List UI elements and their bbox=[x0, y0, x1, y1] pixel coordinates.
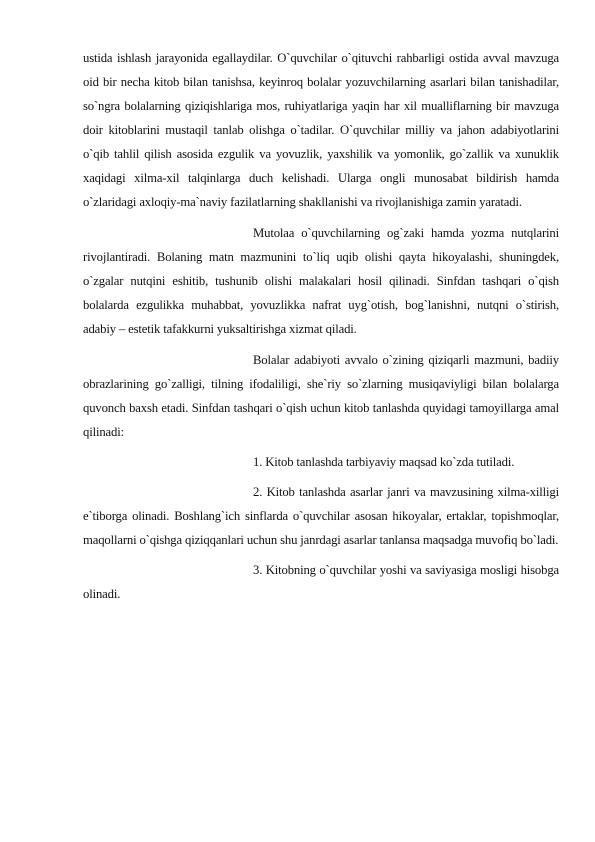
list-item-2: 2. Kitob tanlashda asarlar janri va mavzusining xilma-xilligi e`tiborga olinadi. Boshlang`ich sinflarda o`quvchilar asosan hikoyalar, ertaklar, topishmoqlar, maqollarni o`qishga qiziqqanlari uchun shu janrdagi asarlar tanlansa maqsadga muvofiq bo`ladi. bbox=[83, 485, 559, 547]
paragraph-1: ustida ishlash jarayonida egallaydilar. O`quvchilar o`qituvchi rahbarligi ostida avval mavzuga oid bir necha kitob bilan tanishsa, keyinroq bolalar yozuvchilarning asarlari bilan tanishadilar, so`ngra bolalarning qiziqishlariga mos, ruhiyatlariga yaqin har xil mualliflarning bir mavzuga doir kitoblarini mustaqil tanlab olishga o`tadilar. O`quvchilar milliy va jahon adabiyotlarini o`qib tahlil qilish asosida ezgulik va yovuzlik, yaxshilik va yomonlik, go`zallik va xunuklik xaqidagi xilma-xil talqinlarga duch kelishadi. Ularga ongli munosabat bildirish hamda o`zlaridagi axloqiy-ma`naviy fazilatlarning shakllanishi va rivojlanishiga zamin yaratadi. bbox=[83, 51, 559, 209]
paragraph-2: Mutolaa o`quvchilarning og`zaki hamda yozma nutqlarini rivojlantiradi. Bolaning matn mazmunini to`liq uqib olishi qayta hikoyalashi, shuningdek, o`zgalar nutqini eshitib, tushunib olishi malakalari hosil qilinadi. Sinfdan tashqari o`qish bolalarda ezgulikka muhabbat, yovuzlikka nafrat uyg`otish, bog`lanishni, nutqni o`stirish, adabiy – estetik tafakkurni yuksaltirishga xizmat qiladi. bbox=[83, 226, 559, 336]
body-text bbox=[83, 46, 559, 606]
list-item-1: 1. Kitob tanlashda tarbiyaviy maqsad ko`zda tutiladi. bbox=[253, 455, 515, 469]
paragraph-3: Bolalar adabiyoti avvalo o`zining qiziqarli mazmuni, badiiy obrazlarining go`zalligi, tilning ifodaliligi, she`riy so`zlarning musiqaviyligi bilan bolalarga quvonch baxsh etadi. Sinfdan tashqari o`qish uchun kitob tanlashda quyidagi tamoyillarga amal qilinadi: bbox=[83, 353, 559, 439]
list-item-3: 3. Kitobning o`quvchilar yoshi va saviyasiga mosligi hisobga olinadi. bbox=[83, 563, 559, 601]
